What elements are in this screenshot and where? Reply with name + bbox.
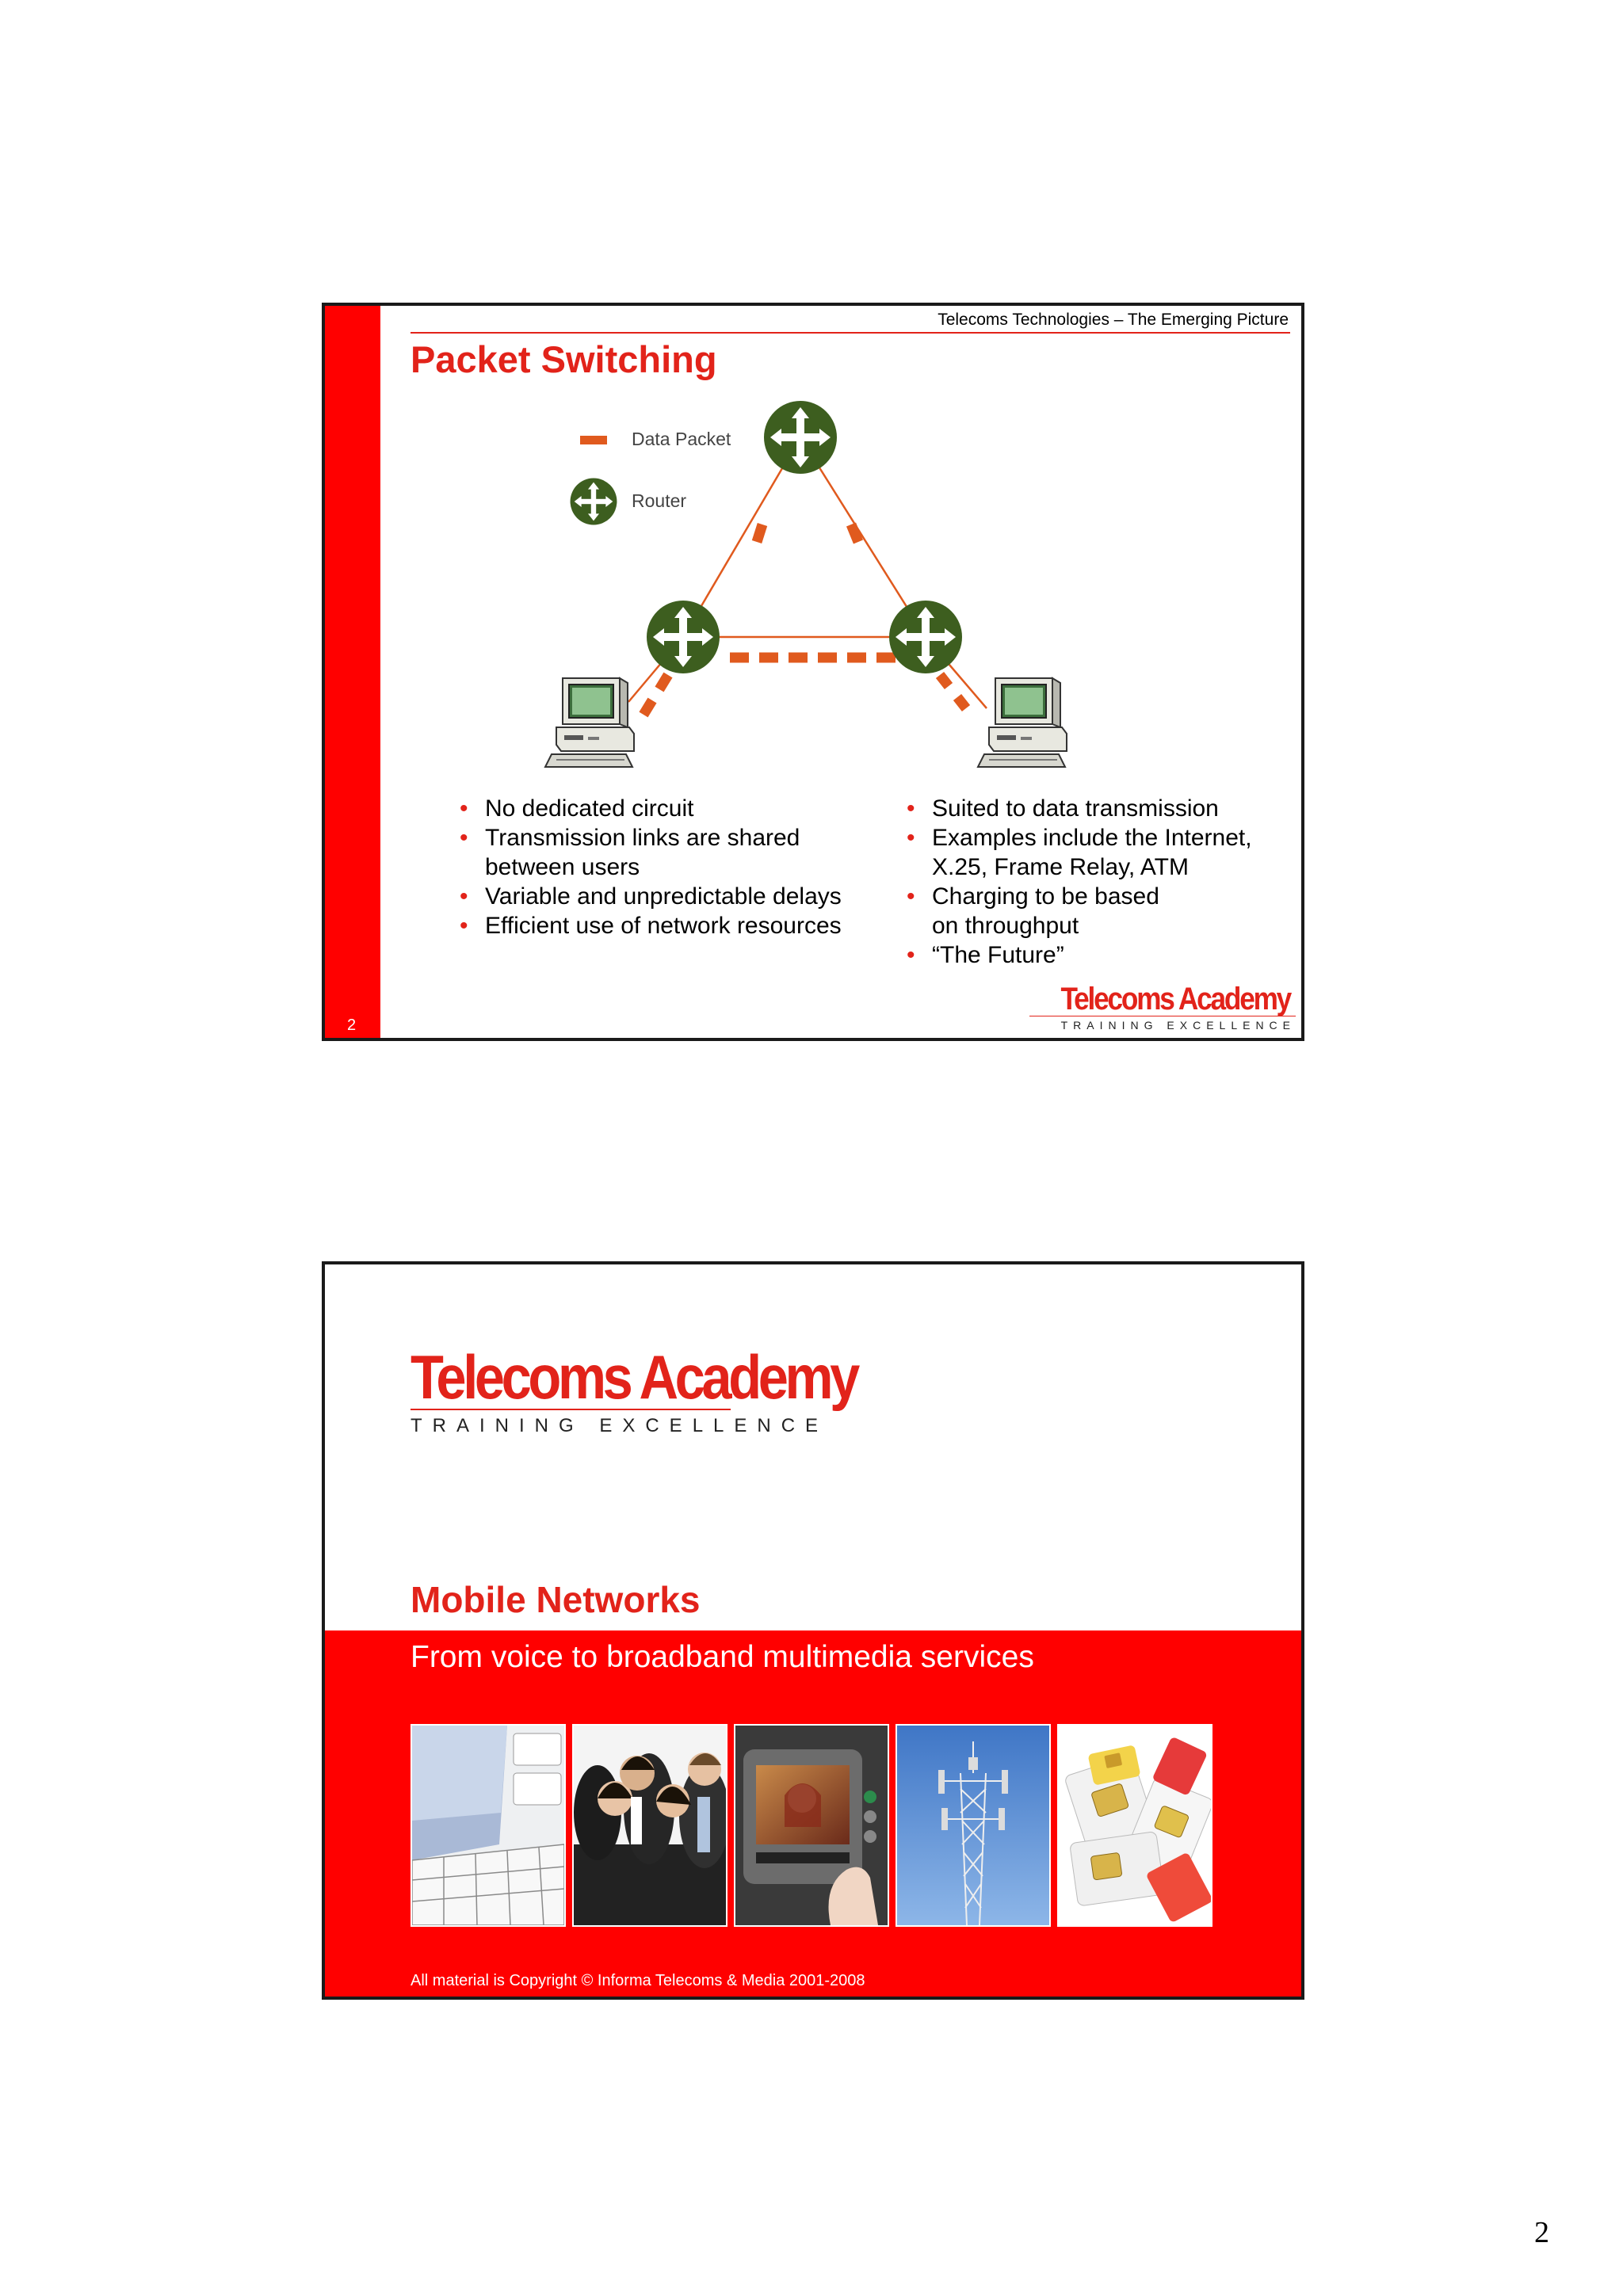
slide-header: Telecoms Technologies – The Emerging Picture [938, 311, 1289, 329]
computer-icon [545, 678, 634, 767]
telecoms-academy-logo [1029, 982, 1296, 1032]
car-multimedia-photo [734, 1724, 889, 1927]
bullet-item: • Transmission links are shared between users [452, 823, 848, 882]
bullet-item: • “The Future” [899, 940, 1295, 970]
logo-wordmark: Telecoms Academy [411, 1342, 857, 1412]
slide-title: Packet Switching [411, 338, 717, 380]
bullet-item: • Examples include the Internet, X.25, Frame Relay, ATM [899, 823, 1295, 882]
slide-mobile-networks [322, 1261, 1304, 2000]
slide-number: 2 [347, 1016, 357, 1034]
router-icon [647, 601, 720, 673]
business-team-photo [572, 1724, 727, 1927]
legend-data-packet-label: Data Packet [632, 429, 731, 449]
bullet-item: • Efficient use of network resources [452, 911, 848, 940]
logo-tagline: TRAINING EXCELLENCE [411, 1409, 731, 1437]
telecoms-academy-logo [411, 1342, 918, 1437]
router-legend-icon [571, 479, 617, 525]
bullets-left [452, 794, 848, 940]
slide-subtitle: From voice to broadband multimedia services [411, 1640, 1034, 1674]
data-packet-legend-icon [580, 436, 607, 444]
copyright-notice: All material is Copyright © Informa Telecoms & Media 2001-2008 [411, 1972, 865, 1989]
router-icon [764, 401, 837, 474]
bullet-item: • Suited to data transmission [899, 794, 1295, 823]
pda-keypad-photo [411, 1724, 566, 1927]
page-number: 2 [1534, 2216, 1549, 2249]
bullet-item: • Variable and unpredictable delays [452, 882, 848, 911]
logo-wordmark: Telecoms Academy [1060, 982, 1290, 1016]
bullet-item: • Charging to be based on throughput [899, 882, 1170, 940]
logo-tagline: TRAINING EXCELLENCE [1029, 1016, 1296, 1032]
legend-router-label: Router [632, 490, 687, 511]
cell-tower-photo [896, 1724, 1051, 1927]
slide-title: Mobile Networks [411, 1579, 701, 1620]
slide-packet-switching [322, 303, 1304, 1041]
bullet-item: • No dedicated circuit [452, 794, 848, 823]
computer-icon [978, 678, 1067, 767]
sim-cards-photo [1057, 1724, 1212, 1927]
router-icon [889, 601, 962, 673]
red-band [325, 1630, 1301, 2000]
bullets-right [899, 794, 1295, 970]
